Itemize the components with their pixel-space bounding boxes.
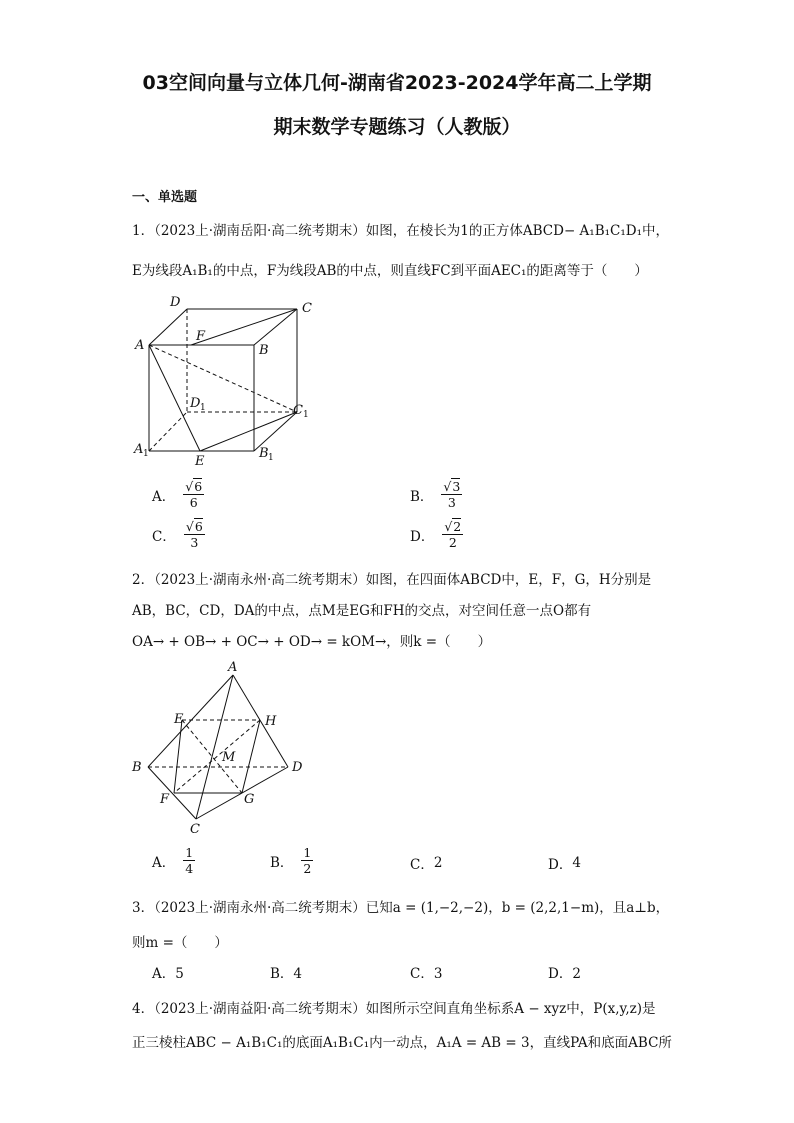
q1-label-f: F	[196, 329, 206, 344]
q3-option-c[interactable]: C．3	[410, 966, 443, 982]
q3-option-a[interactable]: A．5	[152, 966, 184, 982]
q1-cube-figure	[132, 295, 332, 469]
q1-option-d[interactable]: D． $\frac{√2}{2}$	[410, 519, 462, 551]
q2-label-g: G	[244, 792, 255, 807]
svg-text:1: 1	[200, 403, 206, 413]
q2-text-line-2: AB，BC，CD，DA的中点，点M是EG和FH的交点，对空间任意一点O都有	[132, 603, 592, 619]
q2-option-b[interactable]: B． $\frac{1}{2}$	[270, 845, 312, 877]
q2-text-line-1: 2．（2023上·湖南永州·高二统考期末）如图，在四面体ABCD中，E，F，G，H分别是	[132, 572, 652, 588]
q2-label-c: C	[190, 822, 200, 837]
section-heading: 一、单选题	[132, 190, 198, 205]
q1-label-c: C	[302, 301, 312, 316]
q3-option-d[interactable]: D．2	[548, 966, 581, 982]
q2-label-b: B	[132, 760, 142, 775]
document-title-line-1: 03空间向量与立体几何-湖南省2023-2024学年高二上学期	[142, 72, 652, 94]
q4-text-line-1: 4．（2023上·湖南益阳·高二统考期末）如图所示空间直角坐标系A − xyz中，P(x,y,z)是	[132, 1001, 656, 1017]
q1-text-line-1: 1．（2023上·湖南岳阳·高二统考期末）如图，在棱长为1的正方体ABCD− A₁B₁C₁D₁中，	[132, 223, 670, 239]
q1-label-a1: A	[134, 442, 144, 457]
document-title-line-2: 期末数学专题练习（人教版）	[273, 116, 521, 138]
q1-option-a[interactable]: A． $\frac{√6}{6}$	[152, 479, 203, 511]
q1-label-a: A	[135, 338, 145, 353]
q2-label-h: H	[265, 714, 277, 729]
q1-label-b1: B	[259, 446, 269, 461]
svg-text:1: 1	[303, 410, 309, 420]
q2-option-a[interactable]: A． $\frac{1}{4}$	[152, 845, 194, 877]
q3-text-line-2: 则m =（ ）	[132, 935, 228, 951]
q2-option-c[interactable]: C． 2	[410, 855, 443, 873]
q1-option-c[interactable]: C． $\frac{√6}{3}$	[152, 519, 203, 551]
q1-label-d: D	[170, 295, 181, 310]
q1-label-d1: D	[190, 396, 201, 411]
q2-text-line-3: OA→ + OB→ + OC→ + OD→ = kOM→，则k =（ ）	[132, 634, 492, 650]
q2-label-f: F	[160, 792, 170, 807]
q2-label-a: A	[228, 660, 238, 675]
q1-label-c1: C	[293, 403, 303, 418]
q2-option-d[interactable]: D． 4	[548, 855, 581, 873]
q2-label-e: E	[174, 712, 184, 727]
q2-tetrahedron-figure	[130, 660, 320, 840]
svg-text:1: 1	[143, 449, 149, 459]
q1-option-b[interactable]: B． $\frac{√3}{3}$	[410, 479, 461, 511]
q1-text-line-2: E为线段A₁B₁的中点，F为线段AB的中点，则直线FC到平面AEC₁的距离等于（ ）	[132, 263, 648, 279]
q2-label-d: D	[292, 760, 303, 775]
q1-label-e: E	[195, 454, 205, 469]
svg-text:1: 1	[268, 453, 274, 463]
q2-label-m: M	[222, 750, 236, 765]
q1-label-b: B	[259, 343, 269, 358]
q3-option-b[interactable]: B．4	[270, 966, 303, 982]
q3-text-line-1: 3．（2023上·湖南永州·高二统考期末）已知a = (1,−2,−2)，b = (2,2,1−m)，且a⊥b，	[132, 900, 670, 916]
q4-text-line-2: 正三棱柱ABC − A₁B₁C₁的底面A₁B₁C₁内一动点，A₁A = AB = 3，直线PA和底面ABC所	[132, 1035, 672, 1051]
